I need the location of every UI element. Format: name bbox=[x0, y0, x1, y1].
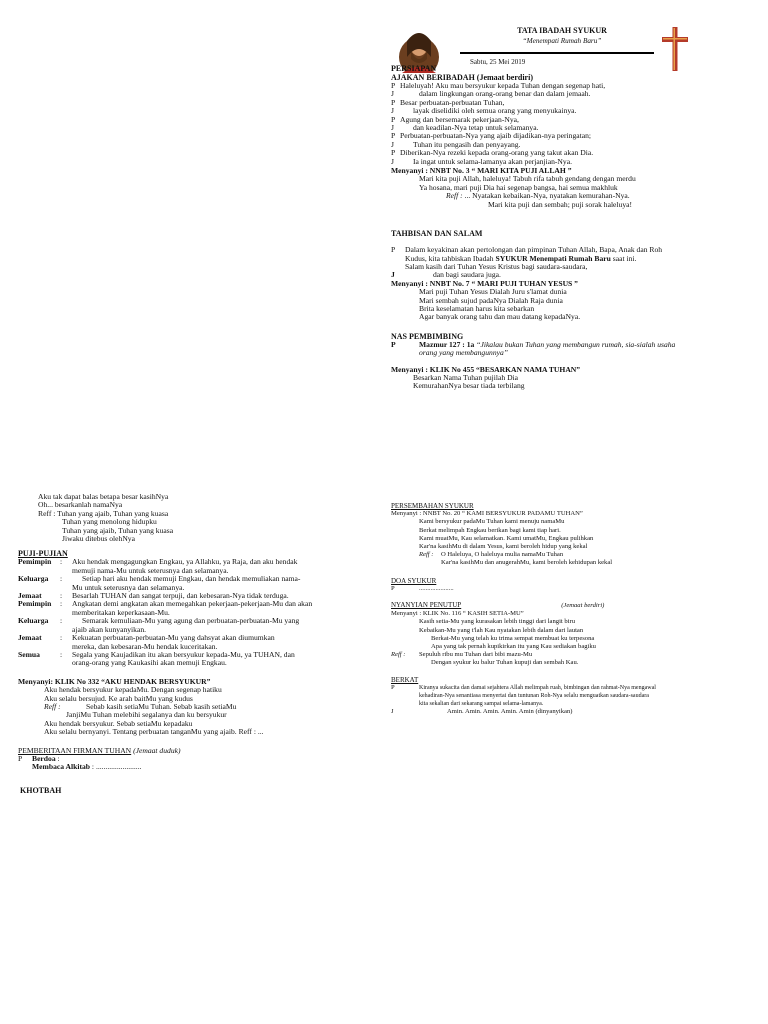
ajakan-role: P bbox=[391, 131, 396, 141]
pujian-text: memberitakan keperkasaan-Mu. bbox=[72, 607, 170, 617]
berkat-role: P bbox=[391, 683, 395, 691]
ajakan-text: Haleluyah! Aku mau bersyukur kepada Tuhan dengan segenap hati, bbox=[400, 81, 606, 90]
nas-line-1: P Mazmur 127 : 1a “Jikalau bukan Tuhan yang membangun rumah, sia-sialah usaha bbox=[391, 339, 676, 349]
header-subtitle: “Menempati Rumah Baru” bbox=[522, 37, 602, 45]
berkat-text: Kiranya sukacita dan damai sejahtera Allah melimpah ruah, bimbingan dan rahmat-Nya mengawal bbox=[419, 684, 656, 691]
header-rule bbox=[460, 52, 654, 54]
berkat-line bbox=[391, 684, 751, 692]
ajakan-text: layak diselidiki oleh semua orang yang menyukainya. bbox=[413, 106, 577, 116]
song4-text: Aku hendak bersyukur kepadaMu. Dengan segenap hatiku bbox=[44, 685, 222, 695]
song6-text: Berkat-Mu yang telah ku trima sempat membuat ku terpesona bbox=[431, 634, 595, 642]
song1-label: Menyanyi : NNBT No. 3 “ MARI KITA PUJI ALLAH ” bbox=[391, 166, 572, 176]
pujian-text: Setiap hari aku hendak memuji Engkau, dan hendak memuliakan nama- bbox=[82, 574, 301, 584]
pujian-text: Segala yang Kaujadikan itu akan bersyukur kepada-Mu, ya TUHAN, dan bbox=[72, 649, 295, 659]
pujian-text: memuji nama-Mu untuk seterusnya dan selamanya. bbox=[72, 565, 229, 575]
persiapan-heading: PERSIAPAN bbox=[391, 64, 437, 73]
pujian-text: mereka, dan kebesaran-Mu hendak kuceritakan. bbox=[72, 641, 218, 651]
amin-row: J Amin. Amin. Amin. Amin. Amin (dinyanyikan) bbox=[391, 708, 573, 716]
berkat-line bbox=[391, 692, 751, 700]
song6-text: Apa yang tak pernah kupikirkan itu yang Kau sediakan bagiku bbox=[431, 643, 596, 651]
ajakan-role: J bbox=[391, 123, 394, 133]
pujian-colon: : bbox=[60, 633, 63, 643]
song5-line: Kar'na kasihMu di dalam Yesus, kami beroleh hidup yang kekal bbox=[419, 543, 588, 551]
penutup-row bbox=[391, 601, 751, 610]
doa-row: P ..................... bbox=[391, 584, 454, 592]
pujian-text: Besarlah TUHAN dan sangat terpuji, dan kebesaran-Nya tidak terduga. bbox=[72, 591, 289, 601]
pujian-text: Kekuatan perbuatan-perbuatan-Mu yang dahsyat akan diumumkan bbox=[72, 633, 275, 643]
ajakan-text: Besar perbuatan-perbuatan Tuhan, bbox=[400, 97, 505, 107]
ajakan-role: P bbox=[391, 148, 396, 158]
firman-heading: PEMBERITAAN FIRMAN TUHAN bbox=[18, 745, 132, 755]
ajakan-heading: AJAKAN BERIBADAH (Jemaat berdiri) bbox=[391, 73, 533, 82]
alkitab-row: Membaca Alkitab : ........................ bbox=[32, 762, 142, 772]
song5-reff-row: Reff : O Haleluya, O haleluya mulia namaMu Tuhan bbox=[419, 551, 564, 559]
song1-line: Ya hosana, mari puji Dia hai segenap bangsa, hai semua makhluk bbox=[419, 182, 618, 192]
song2-lines bbox=[391, 288, 751, 322]
pujian-line bbox=[18, 659, 370, 667]
pujian-colon: : bbox=[60, 649, 63, 659]
continuation-line: Jiwaku ditebus olehNya bbox=[62, 534, 135, 544]
song3-lines bbox=[391, 374, 751, 391]
song4-text: Aku selalu bersujud. Ke arah baitMu yang kudus bbox=[44, 693, 193, 703]
left-bottom-column bbox=[18, 493, 370, 795]
song5-line: Kami muatMu, Kau selamatkan. Kami umatMu, Engkau pulihkan bbox=[419, 534, 594, 542]
song2-line: Mari sembah sujud padaNya Dialah Raja dunia bbox=[419, 295, 563, 305]
tahbisan-heading: TAHBISAN DAN SALAM bbox=[391, 229, 483, 239]
song4-text: JanjiMu Tuhan melebihi segalanya dan ku bersyukur bbox=[66, 710, 227, 720]
nas-heading: NAS PEMBIMBING bbox=[391, 331, 464, 341]
persembahan-heading: PERSEMBAHAN SYUKUR bbox=[391, 502, 474, 510]
song6-line bbox=[391, 659, 751, 667]
song5-line: Berkat melimpah Engkau berikan bagi kami tiap hari. bbox=[419, 526, 561, 534]
continuation-line: Aku tak dapat balas betapa besar kasihNya bbox=[38, 492, 169, 501]
pujian-role: Keluarga bbox=[18, 616, 49, 626]
penutup-note: (Jemaat berdiri) bbox=[561, 602, 605, 610]
song4-role: Reff : bbox=[44, 701, 61, 711]
ajakan-text: Agung dan bersemarak pekerjaan-Nya, bbox=[400, 114, 519, 124]
khotbah-heading: KHOTBAH bbox=[20, 785, 62, 795]
pujian-line bbox=[18, 600, 370, 608]
song6-line bbox=[391, 635, 751, 643]
song1-reff-label: Reff : bbox=[446, 191, 463, 201]
continuation-line: Tuhan yang ajaib, Tuhan yang kuasa bbox=[62, 525, 174, 535]
song6-text: Dengan syukur ku balur Tuhan kupuji dan sembah Kau. bbox=[431, 659, 579, 667]
nas-line-2: orang yang membangunnya” bbox=[419, 348, 509, 358]
ajakan-line bbox=[391, 158, 751, 166]
pujian-role: Jemaat bbox=[18, 591, 42, 601]
song6-line bbox=[391, 643, 751, 651]
tahbisan-j: J dan bagi saudara juga. bbox=[391, 270, 501, 280]
song4-text: Aku hendak bersyukur. Sebab setiaMu kepadaku bbox=[44, 718, 193, 728]
pujian-line bbox=[18, 575, 370, 583]
song4-lines bbox=[18, 686, 370, 736]
ajakan-role: P bbox=[391, 97, 396, 107]
tahbisan-p3: Salam kasih dari Tuhan Yesus Kristus bagi saudara-saudara, bbox=[405, 261, 588, 271]
song2-label: Menyanyi : NNBT No. 7 “ MARI PUJI TUHAN YESUS ” bbox=[391, 278, 578, 288]
continuation-lines bbox=[18, 493, 370, 543]
song1-lines bbox=[391, 175, 751, 192]
song1-line: Mari kita puji Allah, haleluya! Tabuh rifa tabuh gendang dengan merdu bbox=[419, 174, 636, 184]
header-title: TATA IBADAH SYUKUR bbox=[517, 26, 607, 35]
ajakan-text: Diberikan-Nya rezeki kepada orang-orang yang takut akan Dia. bbox=[400, 148, 594, 158]
song6-line bbox=[391, 651, 751, 659]
doa-heading: DOA SYUKUR bbox=[391, 576, 437, 585]
continuation-line: Oh... besarkanlah namaNya bbox=[38, 500, 123, 510]
right-bottom-column bbox=[391, 502, 751, 717]
berkat-heading: BERKAT bbox=[391, 675, 419, 684]
firman-row bbox=[18, 747, 370, 755]
pujian-lines bbox=[18, 558, 370, 667]
ajakan-text: Tuhan itu pengasih dan penyayang. bbox=[413, 139, 521, 149]
song2-line: Brita keselamatan harus kita sebarkan bbox=[419, 303, 535, 313]
ajakan-text: Perbuatan-perbuatan-Nya yang ajaib dijadikan-nya peringatan; bbox=[400, 131, 592, 141]
song6-role: Reff : bbox=[391, 651, 406, 659]
song5-line: Kami bersyukur padaMu Tuhan kami menuju namaMu bbox=[419, 518, 565, 526]
song3-label: Menyanyi : KLIK No 455 “BESARKAN NAMA TUHAN” bbox=[391, 364, 581, 374]
ajakan-text: dalam lingkungan orang-orang benar dan dalam jemaah. bbox=[419, 89, 591, 99]
song5-reff-line-2: Kar'na kasihMu dan anugerahMu, kami beroleh kehidupan kekal bbox=[441, 559, 613, 567]
continuation-line: Reff : Tuhan yang ajaib, Tuhan yang kuasa bbox=[38, 508, 169, 518]
berdoa-row: P Berdoa : bbox=[18, 753, 60, 763]
pujian-colon: : bbox=[60, 599, 63, 609]
ajakan-role: J bbox=[391, 89, 394, 99]
ajakan-role: J bbox=[391, 139, 394, 149]
ajakan-role: J bbox=[391, 106, 394, 116]
song4-text: Aku selalu bernyanyi. Tentang perbuatan tanganMu yang ajaib. Reff : ... bbox=[44, 727, 264, 737]
song5-label: Menyanyi : NNBT No. 20 “ KAMI BERSYUKUR PADAMU TUHAN” bbox=[391, 510, 583, 518]
ajakan-role: J bbox=[391, 156, 394, 166]
song6-line bbox=[391, 618, 751, 626]
continuation-line: Tuhan yang menolong hidupku bbox=[62, 517, 157, 527]
pujian-role: Jemaat bbox=[18, 633, 42, 643]
ajakan-text: Ia ingat untuk selama-lamanya akan perjanjian-Nya. bbox=[413, 156, 572, 166]
pujian-role: Semua bbox=[18, 649, 40, 659]
berkat-lines bbox=[391, 684, 751, 709]
pujian-heading: PUJI-PUJIAN bbox=[18, 549, 68, 559]
berkat-line bbox=[391, 700, 751, 708]
song1-reff-line-1: ... Nyatakan kebaikan-Nya, nyatakan kemurahan-Nya. bbox=[464, 191, 630, 201]
tahbisan-p2: Kudus, kita tahbiskan Ibadah SYUKUR Menempati Rumah Baru saat ini. bbox=[405, 253, 637, 263]
pujian-role: Keluarga bbox=[18, 574, 49, 584]
song1-reff-line-2: Mari kita puji dan sembah; puji sorak haleluya! bbox=[488, 199, 633, 209]
song4-label: Menyanyi: KLIK No 332 “AKU HENDAK BERSYUKUR” bbox=[18, 676, 211, 686]
pujian-line bbox=[18, 617, 370, 625]
song5-lines bbox=[391, 518, 751, 551]
song2-line: Mari puji Tuhan Yesus Dialah Juru s'lamat dunia bbox=[419, 287, 567, 297]
song2-line: Agar banyak orang tahu dan mau datang kepadaNya. bbox=[419, 312, 581, 322]
pujian-text: Angkatan demi angkatan akan memegahkan pekerjaan-pekerjaan-Mu dan akan bbox=[72, 599, 313, 609]
pujian-text: Semarak kemuliaan-Mu yang agung dan perbuatan-perbuatan-Mu yang bbox=[82, 616, 300, 626]
berkat-text: kita sekalian dari sekarang sampai selama-lamanya. bbox=[419, 701, 544, 708]
song4-text: Sebab kasih setiaMu Tuhan. Sebab kasih setiaMu bbox=[86, 701, 237, 711]
pujian-role: Pemimpin bbox=[18, 557, 52, 567]
pujian-colon: : bbox=[60, 557, 63, 567]
penutup-heading: NYANYIAN PENUTUP bbox=[391, 601, 462, 610]
song6-label: Menyanyi : KLIK No. 116 “ KASIH SETIA-MU” bbox=[391, 610, 524, 618]
pujian-colon: : bbox=[60, 616, 63, 626]
ajakan-role: P bbox=[391, 114, 396, 124]
ajakan-role: P bbox=[391, 81, 396, 90]
pujian-colon: : bbox=[60, 591, 63, 601]
pujian-text: ajaib akan kunyanyikan. bbox=[72, 624, 147, 634]
pujian-colon: : bbox=[60, 574, 63, 584]
song6-text: Kebaikan-Mu yang t'lah Kau nyatakan lebih dalam dari lautan bbox=[419, 626, 584, 634]
berkat-text: kehadiran-Nya senantiasa menyertai dan tuntunan Roh-Nya selalu menguatkan saudara-saudara bbox=[419, 693, 649, 700]
pujian-text: Aku hendak mengagungkan Engkau, ya Allahku, ya Raja, dan aku hendak bbox=[72, 557, 298, 567]
header-date: Sabtu, 25 Mei 2019 bbox=[470, 58, 526, 66]
song6-line bbox=[391, 627, 751, 635]
firman-note: (Jemaat duduk) bbox=[133, 745, 181, 755]
song6-text: Sepuluh ribu mu Tuhan dari bibi mazu-Mu bbox=[419, 651, 533, 659]
pujian-text: Mu untuk seterusnya dan selamanya. bbox=[72, 582, 185, 592]
pujian-text: orang-orang yang Kaukasihi akan memuji Engkau. bbox=[72, 658, 227, 668]
tahbisan-p1: P Dalam keyakinan akan pertolongan dan pimpinan Tuhan Allah, Bapa, Anak dan Roh bbox=[391, 245, 663, 255]
ajakan-text: dan keadilan-Nya tetap untuk selamanya. bbox=[413, 123, 539, 133]
right-top-column bbox=[391, 64, 751, 391]
song6-lines bbox=[391, 618, 751, 667]
ajakan-lines bbox=[391, 82, 751, 166]
song3-line: Besarkan Nama Tuhan pujilah Dia bbox=[413, 372, 519, 382]
song6-text: Kasih setia-Mu yang kurasakan lebih tinggi dari langit biru bbox=[419, 618, 576, 626]
pujian-role: Pemimpin bbox=[18, 599, 52, 609]
song3-line: KemurahanNya besar tiada terbilang bbox=[413, 381, 525, 391]
song4-line bbox=[18, 728, 370, 736]
